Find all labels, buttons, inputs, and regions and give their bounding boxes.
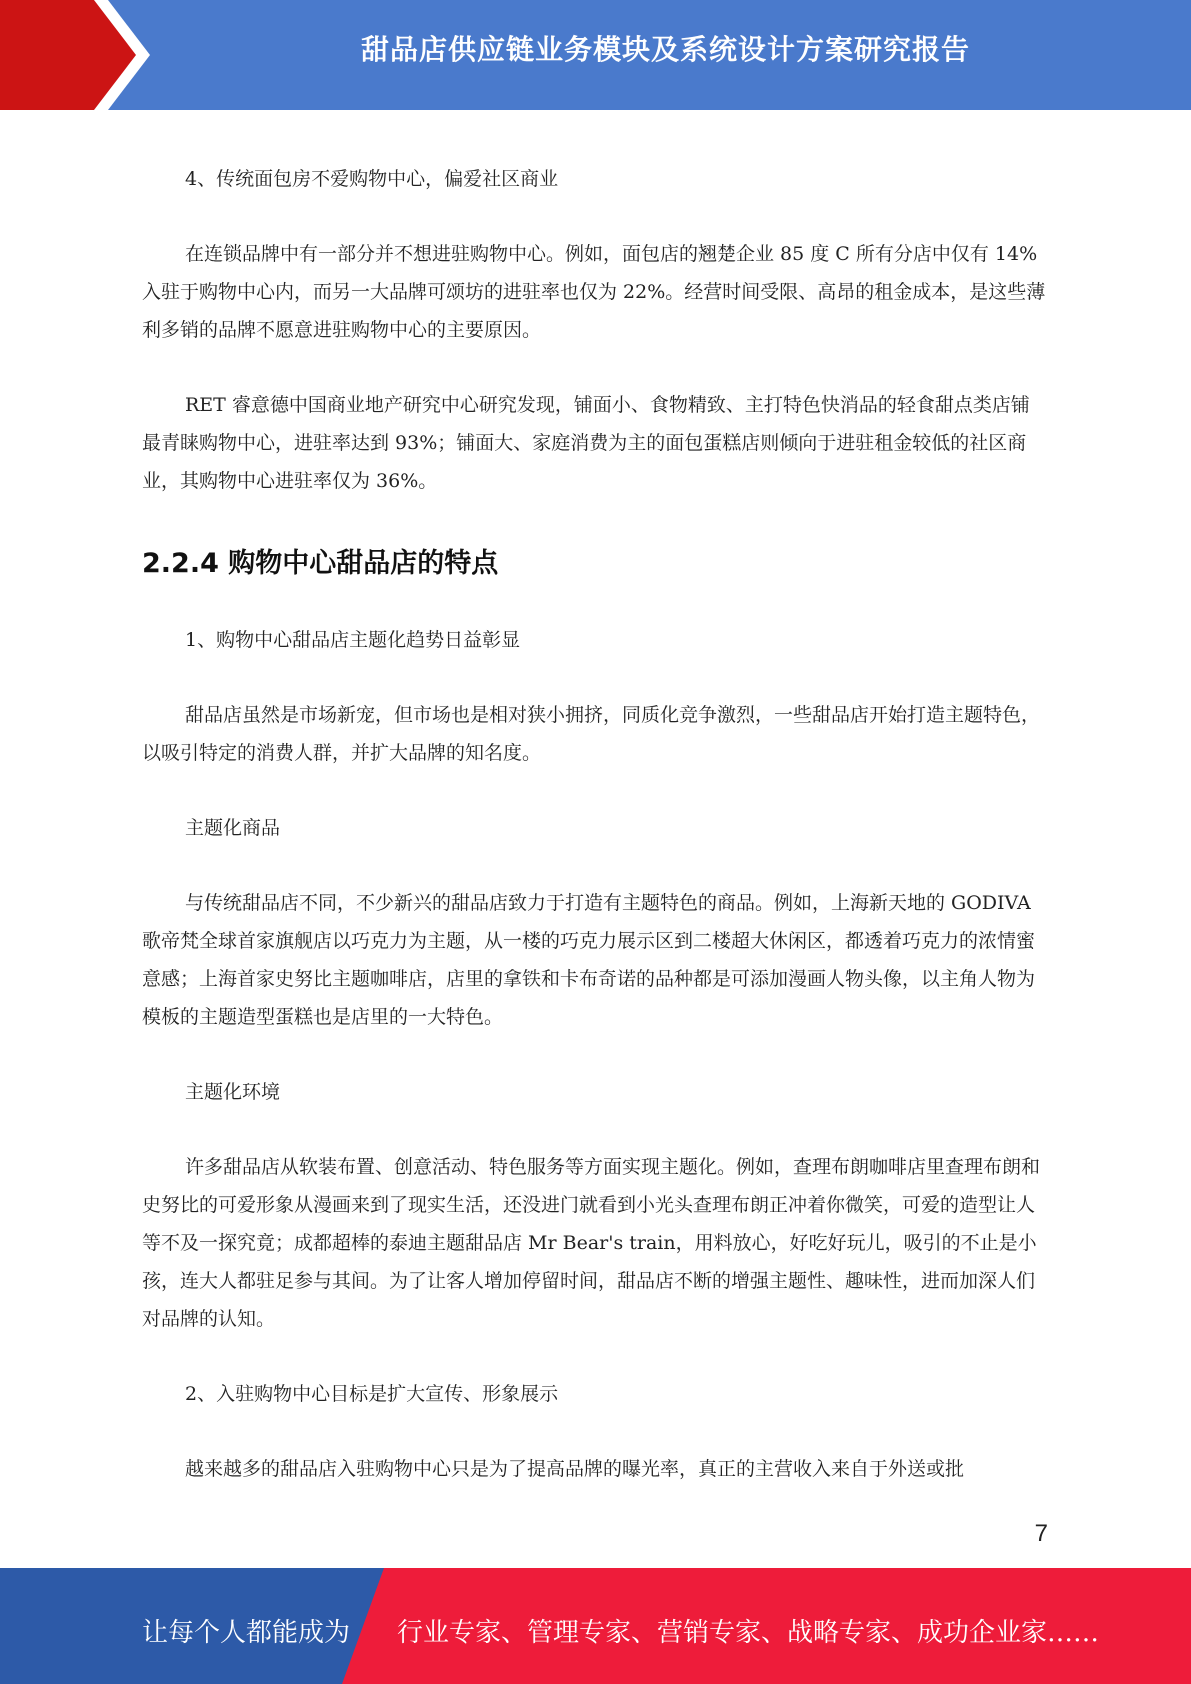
page-footer [0,1568,1191,1684]
section-heading: 2.2.4 购物中心甜品店的特点 [142,548,499,579]
list-item-heading: 1、购物中心甜品店主题化趋势日益彰显 [185,629,521,651]
list-item-heading: 2、入驻购物中心目标是扩大宣传、形象展示 [185,1383,559,1405]
subheading: 主题化环境 [185,1081,281,1103]
paragraph: RET 睿意德中国商业地产研究中心研究发现，铺面小、食物精致、主打特色快消品的轻食甜点类店铺最青睐购物中心，进驻率达到 93%；铺面大、家庭消费为主的面包蛋糕店则倾向于进驻租金较低的社区商业，其购物中心进驻率仅为 36%。 [142,394,1030,492]
subheading: 主题化商品 [185,817,281,839]
page-header [0,0,1191,110]
footer-slogan-right: 行业专家、管理专家、营销专家、战略专家、成功企业家…… [397,1618,1100,1648]
footer-slogan-left: 让每个人都能成为 [142,1618,351,1648]
document-title: 甜品店供应链业务模块及系统设计方案研究报告 [360,33,970,66]
document-body [142,160,1047,1488]
list-item-heading: 4、传统面包房不爱购物中心，偏爱社区商业 [185,168,559,190]
page-number: 7 [1034,1520,1048,1547]
paragraph: 许多甜品店从软装布置、创意活动、特色服务等方面实现主题化。例如，查理布朗咖啡店里查理布朗和史努比的可爱形象从漫画来到了现实生活，还没进门就看到小光头查理布朗正冲着你微笑，可爱的造型让人等不及一探究竟；成都超棒的泰迪主题甜品店 Mr Bear's train，用料放心，好吃好玩儿，吸引的不止是小孩，连大人都驻足参与其间。为了让客人增加停留时间，甜品店不断的增强主题性、趣味性，进而加深人们对品牌的认知。 [142,1156,1041,1330]
paragraph: 在连锁品牌中有一部分并不想进驻购物中心。例如，面包店的翘楚企业 85 度 C 所有分店中仅有 14%入驻于购物中心内，而另一大品牌可颂坊的进驻率也仅为 22%。经营时间受限、高昂的租金成本，是这些薄利多销的品牌不愿意进驻购物中心的主要原因。 [142,243,1046,341]
paragraph: 与传统甜品店不同，不少新兴的甜品店致力于打造有主题特色的商品。例如，上海新天地的 GODIVA 歌帝梵全球首家旗舰店以巧克力为主题，从一楼的巧克力展示区到二楼超大休闲区，都透着巧克力的浓情蜜意感；上海首家史努比主题咖啡店，店里的拿铁和卡布奇诺的品种都是可添加漫画人物头像，以主角人物为模板的主题造型蛋糕也是店里的一大特色。 [142,892,1036,1028]
paragraph: 甜品店虽然是市场新宠，但市场也是相对狭小拥挤，同质化竞争激烈，一些甜品店开始打造主题特色，以吸引特定的消费人群，并扩大品牌的知名度。 [142,704,1041,764]
paragraph: 越来越多的甜品店入驻购物中心只是为了提高品牌的曝光率，真正的主营收入来自于外送或批 [185,1458,965,1480]
